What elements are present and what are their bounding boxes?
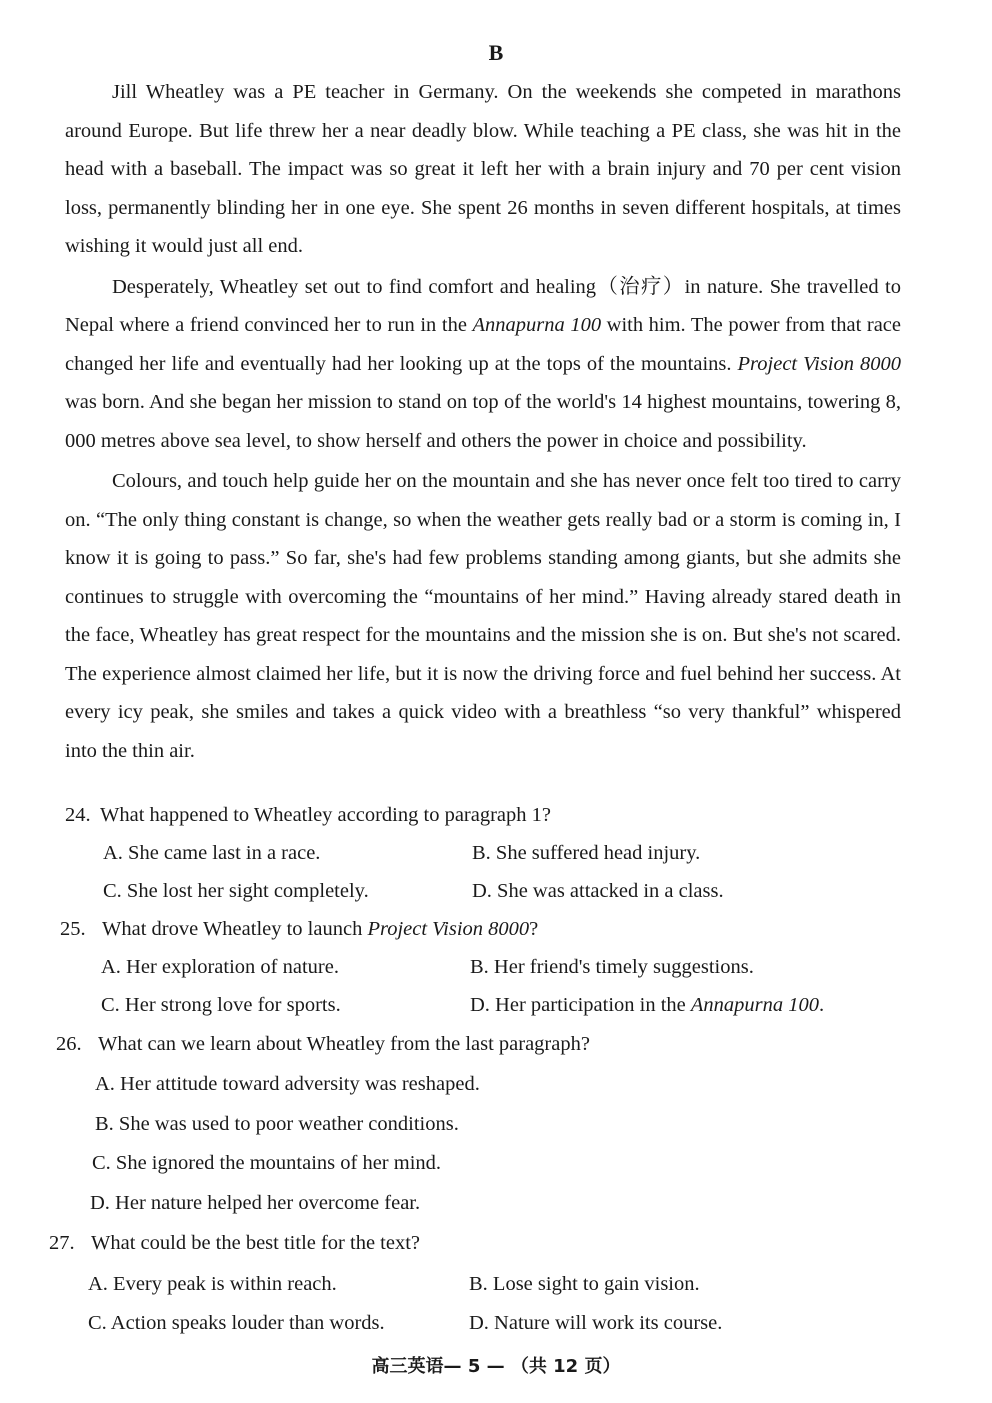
question-number: 24. (65, 804, 91, 826)
option-24-a[interactable]: A. She came last in a race. (103, 842, 321, 864)
option-text: D. Her participation in the (470, 994, 691, 1016)
question-26 (0, 1025, 992, 1063)
question-number: 27. (49, 1232, 75, 1254)
question-stem: What could be the best title for the text? (91, 1232, 421, 1254)
paragraph-2-text-b: with him. The power from that race changed her life and eventually had her looking up at the tops of the mountains. (65, 314, 901, 375)
project-name: Project Vision 8000 (737, 352, 902, 375)
option-27-a[interactable]: A. Every peak is within reach. (88, 1273, 337, 1295)
page-footer: 高三英语— 5 — （共 12 页） (371, 1356, 621, 1377)
question-25 (0, 910, 992, 948)
question-27 (0, 1224, 992, 1262)
paragraph-3: Colours, and touch help guide her on the mountain and she has never once felt too tired to carry on. “The only thing constant is change, so when the weather gets really bad or a storm is coming in, I know it is going to pass.” So far, she's had few problems standing among giants, but she admits she continues to struggle with overcoming the “mountains of her mind.” Having already stared death in the face, Wheatley has great respect for the mountains and the mission she is on. But she's not scared. The experience almost claimed her life, but it is now the driving force and fuel behind her success. At every icy peak, she smiles and takes a quick video with a breathless “so very thankful” whispered into the thin air. (65, 470, 901, 762)
option-25-a[interactable]: A. Her exploration of nature. (101, 956, 339, 978)
question-stem (102, 910, 538, 948)
paragraph-1: Jill Wheatley was a PE teacher in Germany. On the weekends she competed in marathons around Europe. But life threw her a near deadly blow. While teaching a PE class, she was hit in the head with a baseball. The impact was so great it left her with a brain injury and 70 per cent vision loss, permanently blinding her in one eye. She spent 26 months in seven different hospitals, at times wishing it would just all end. (65, 81, 901, 257)
option-27-c[interactable]: C. Action speaks louder than words. (88, 1312, 385, 1334)
paragraph-2-text-c: was born. And she began her mission to stand on top of the world's 14 highest mountains, towering 8, 000 metres above sea level, to show herself and others the power in choice and possibility. (65, 391, 901, 452)
question-stem: What can we learn about Wheatley from the last paragraph? (98, 1033, 590, 1055)
option-26-a[interactable]: A. Her attitude toward adversity was reshaped. (95, 1073, 480, 1095)
race-name: Annapurna 100 (472, 314, 602, 336)
option-25-d[interactable] (470, 986, 824, 1024)
project-name: Project Vision 8000 (367, 918, 530, 940)
option-27-d[interactable]: D. Nature will work its course. (469, 1312, 723, 1334)
question-stem-text: What drove Wheatley to launch (102, 918, 368, 940)
paragraph-2-text-a: Desperately, Wheatley set out to find comfort and healing（治疗）in nature. She travelled to Nepal where a friend convinced her to run in the (65, 275, 901, 336)
reading-passage (65, 73, 901, 770)
option-24-d[interactable]: D. She was attacked in a class. (472, 880, 724, 902)
question-number: 26. (56, 1033, 82, 1055)
option-period: . (819, 994, 825, 1016)
option-25-b[interactable]: B. Her friend's timely suggestions. (470, 956, 754, 978)
option-26-b[interactable]: B. She was used to poor weather conditions. (95, 1113, 459, 1135)
paragraph-2 (65, 268, 901, 461)
option-24-c[interactable]: C. She lost her sight completely. (103, 880, 369, 902)
option-27-b[interactable]: B. Lose sight to gain vision. (469, 1273, 700, 1295)
option-26-c[interactable]: C. She ignored the mountains of her mind. (92, 1152, 442, 1174)
question-24 (0, 796, 992, 834)
question-stem: What happened to Wheatley according to paragraph 1? (100, 804, 551, 826)
option-24-b[interactable]: B. She suffered head injury. (472, 842, 701, 864)
option-26-d[interactable]: D. Her nature helped her overcome fear. (90, 1192, 421, 1214)
question-number: 25. (60, 918, 86, 940)
section-title: B (488, 40, 504, 65)
option-25-c[interactable]: C. Her strong love for sports. (101, 994, 341, 1016)
race-name: Annapurna 100 (690, 994, 820, 1016)
question-mark: ? (529, 918, 539, 940)
